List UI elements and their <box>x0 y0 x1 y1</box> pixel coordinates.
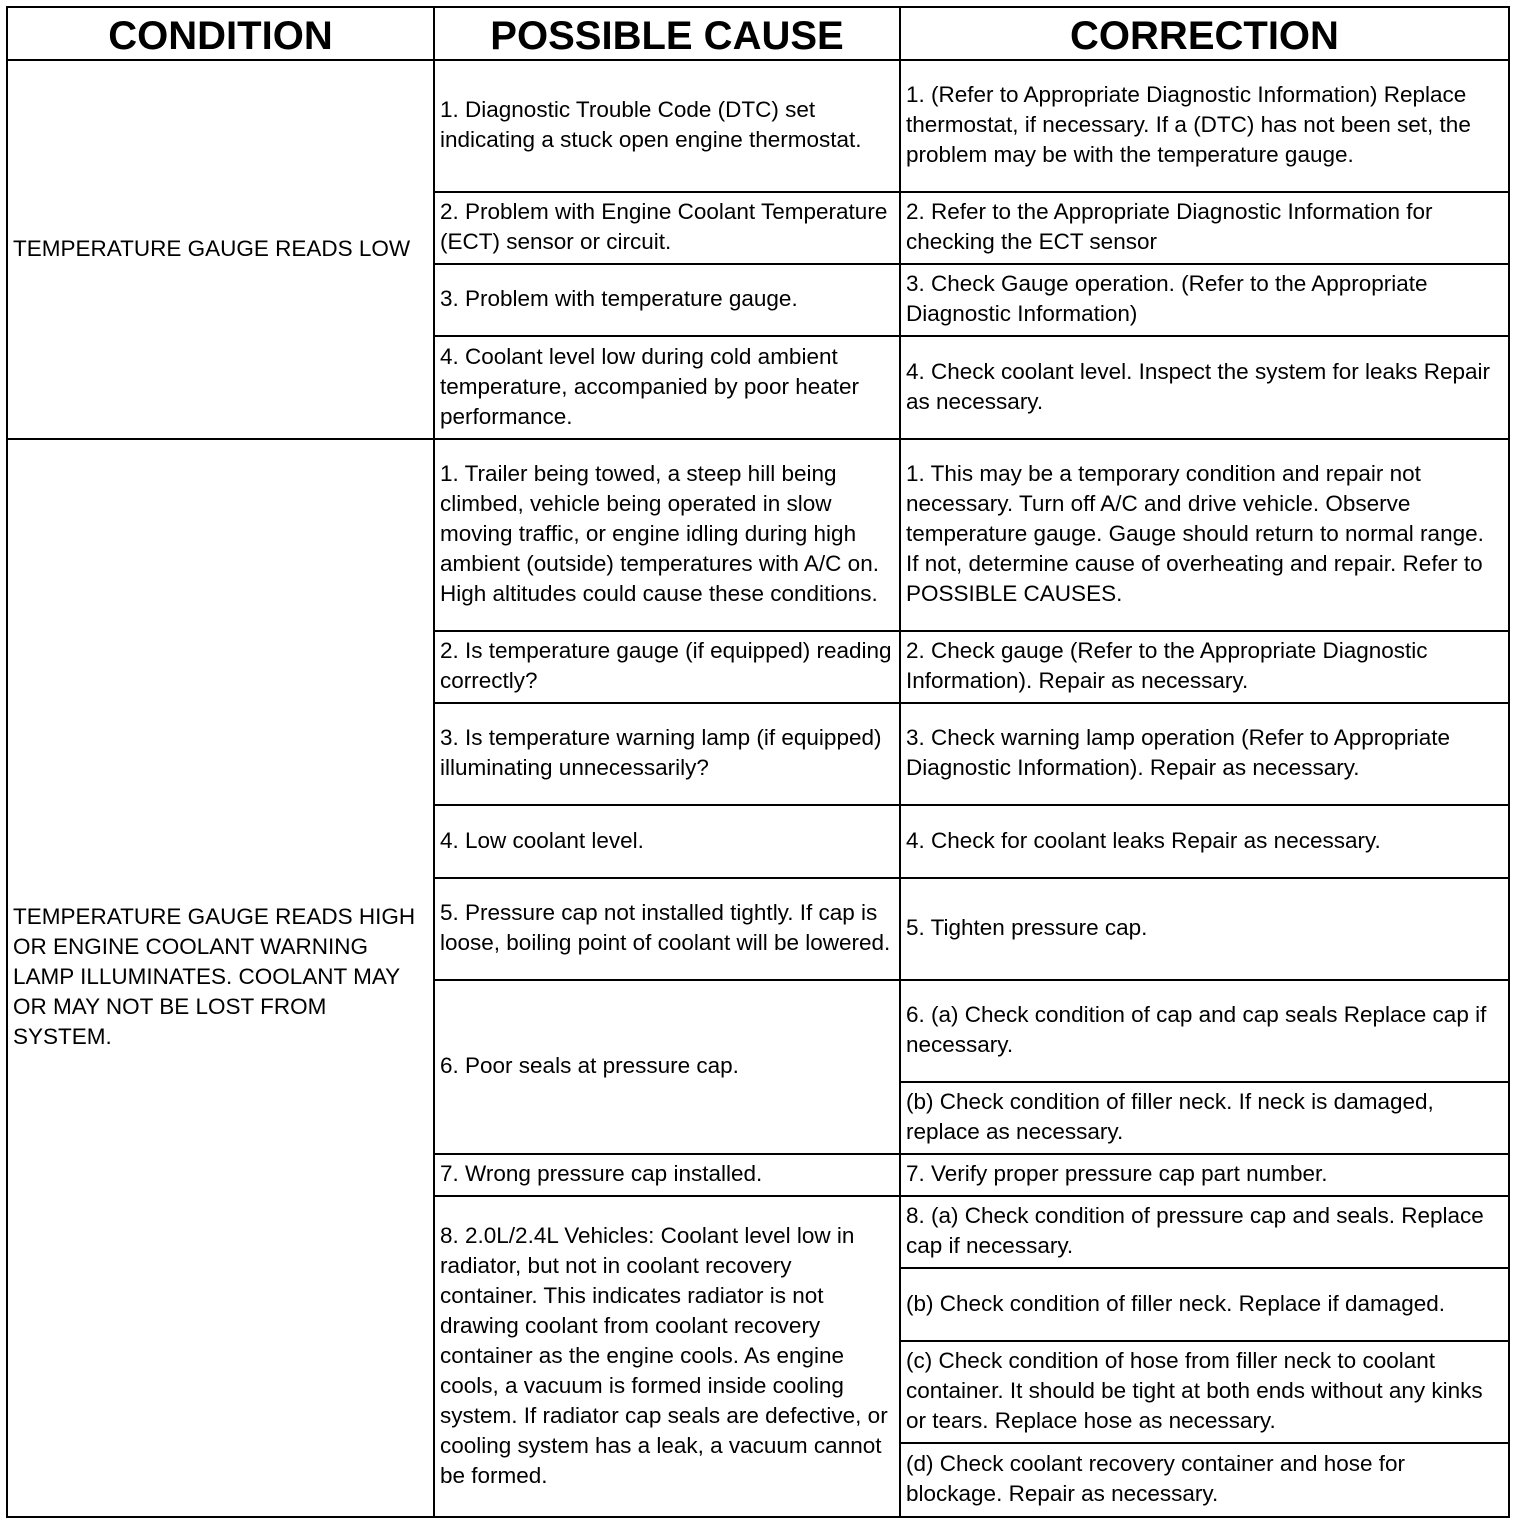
cause-cell: 3. Is temperature warning lamp (if equipped) illuminating unnecessarily? <box>434 703 900 805</box>
correction-cell: (b) Check condition of filler neck. If neck is damaged, replace as necessary. <box>900 1082 1509 1154</box>
correction-cell: 1. (Refer to Appropriate Diagnostic Information) Replace thermostat, if necessary. If a (DTC) has not been set, the problem may be with the temperature gauge. <box>900 60 1509 192</box>
correction-cell: 4. Check for coolant leaks Repair as necessary. <box>900 805 1509 878</box>
cause-cell: 7. Wrong pressure cap installed. <box>434 1154 900 1196</box>
correction-cell: 7. Verify proper pressure cap part number. <box>900 1154 1509 1196</box>
cause-cell: 2. Is temperature gauge (if equipped) reading correctly? <box>434 631 900 703</box>
correction-cell: (b) Check condition of filler neck. Replace if damaged. <box>900 1268 1509 1341</box>
condition-gauge-reads-low: TEMPERATURE GAUGE READS LOW <box>7 60 434 439</box>
correction-cell: 4. Check coolant level. Inspect the system for leaks Repair as necessary. <box>900 336 1509 439</box>
cause-cell: 1. Trailer being towed, a steep hill being climbed, vehicle being operated in slow moving traffic, or engine idling during high ambient (outside) temperatures with A/C on. High altitudes could cause these conditions. <box>434 439 900 631</box>
table-row <box>7 60 1509 192</box>
cause-cell: 1. Diagnostic Trouble Code (DTC) set indicating a stuck open engine thermostat. <box>434 60 900 192</box>
table-row <box>7 439 1509 631</box>
correction-cell: (d) Check coolant recovery container and hose for blockage. Repair as necessary. <box>900 1443 1509 1517</box>
correction-cell: 2. Refer to the Appropriate Diagnostic Information for checking the ECT sensor <box>900 192 1509 264</box>
correction-cell: 8. (a) Check condition of pressure cap and seals. Replace cap if necessary. <box>900 1196 1509 1268</box>
cause-cell: 2. Problem with Engine Coolant Temperature (ECT) sensor or circuit. <box>434 192 900 264</box>
cause-cell: 4. Coolant level low during cold ambient temperature, accompanied by poor heater performance. <box>434 336 900 439</box>
correction-cell: 2. Check gauge (Refer to the Appropriate Diagnostic Information). Repair as necessary. <box>900 631 1509 703</box>
header-condition: CONDITION <box>7 7 434 60</box>
cause-cell: 3. Problem with temperature gauge. <box>434 264 900 336</box>
correction-cell: 3. Check warning lamp operation (Refer to Appropriate Diagnostic Information). Repair as necessary. <box>900 703 1509 805</box>
cause-cell: 4. Low coolant level. <box>434 805 900 878</box>
correction-cell: (c) Check condition of hose from filler neck to coolant container. It should be tight at both ends without any kinks or tears. Replace hose as necessary. <box>900 1341 1509 1443</box>
condition-gauge-reads-high: TEMPERATURE GAUGE READS HIGH OR ENGINE COOLANT WARNING LAMP ILLUMINATES. COOLANT MAY OR MAY NOT BE LOST FROM SYSTEM. <box>7 439 434 1517</box>
correction-cell: 3. Check Gauge operation. (Refer to the Appropriate Diagnostic Information) <box>900 264 1509 336</box>
correction-cell: 1. This may be a temporary condition and repair not necessary. Turn off A/C and drive vehicle. Observe temperature gauge. Gauge should return to normal range. If not, determine cause of overheating and repair. Refer to POSSIBLE CAUSES. <box>900 439 1509 631</box>
cause-cell: 6. Poor seals at pressure cap. <box>434 980 900 1154</box>
header-correction: CORRECTION <box>900 7 1509 60</box>
correction-cell: 6. (a) Check condition of cap and cap seals Replace cap if necessary. <box>900 980 1509 1082</box>
diagnosis-table <box>6 6 1510 1518</box>
cause-cell: 8. 2.0L/2.4L Vehicles: Coolant level low in radiator, but not in coolant recovery container. This indicates radiator is not drawing coolant from coolant recovery container as the engine cools. As engine cools, a vacuum is formed inside cooling system. If radiator cap seals are defective, or cooling system has a leak, a vacuum cannot be formed. <box>434 1196 900 1517</box>
correction-cell: 5. Tighten pressure cap. <box>900 878 1509 980</box>
header-possible-cause: POSSIBLE CAUSE <box>434 7 900 60</box>
header-row <box>7 7 1509 60</box>
cause-cell: 5. Pressure cap not installed tightly. If cap is loose, boiling point of coolant will be lowered. <box>434 878 900 980</box>
